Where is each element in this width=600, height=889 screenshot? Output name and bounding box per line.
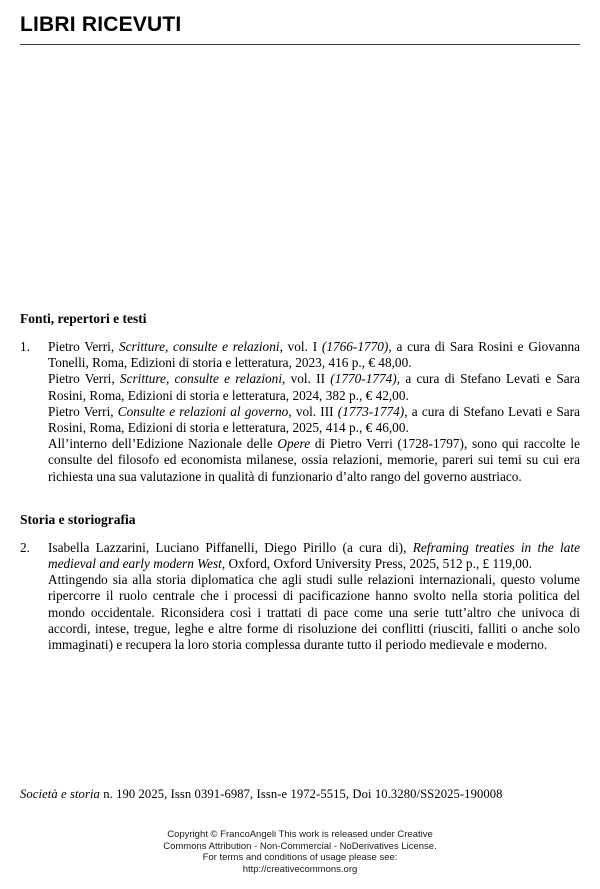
reference-title: Scritture, consulte e relazioni	[119, 371, 283, 387]
abstract-text-pre: All’interno dell’Edizione Nazionale delle	[48, 436, 278, 452]
reference-volume: vol. III	[291, 403, 338, 419]
section-fonti-repertori-e-testi	[20, 310, 580, 485]
abstract-text-post: di Pietro Verri (1728-1797), sono qui raccolte le consulte del filosofo ed economista milanese, ossia relazioni, memorie, pareri sui temi su cui era richiesta una sua valutazione in qualità di funzionario d’alto rango del governo austriaco.	[48, 436, 580, 484]
reference-date-range: (1773-1774)	[337, 403, 405, 419]
page-header	[20, 12, 580, 45]
page-title: LIBRI RICEVUTI	[20, 13, 182, 36]
list-item-number: 2.	[20, 539, 30, 555]
reference-volume: , vol. II	[282, 371, 331, 387]
journal-issue-doi: n. 190 2025, Issn 0391-6987, Issn-e 1972-5515, Doi 10.3280/SS2025-190008	[99, 787, 503, 801]
reference-date-range: (1766-1770)	[321, 339, 389, 354]
bibliographic-references	[48, 339, 580, 436]
reference-imprint: , a cura di Stefano Levati e Sara Rosini, Roma, Edizioni di storia e letteratura, 2024, 382 p., € 42,00.	[48, 371, 581, 403]
bibliographic-references	[48, 540, 580, 572]
copyright-line-1: Copyright © FrancoAngeli This work is released under Creative	[167, 829, 433, 840]
list-item	[20, 339, 580, 485]
reference-entry	[48, 339, 580, 371]
reference-author: Pietro Verri,	[48, 371, 120, 387]
reference-entry	[48, 540, 580, 572]
reference-entry	[48, 371, 580, 403]
entry-abstract	[48, 436, 580, 485]
reference-author: Isabella Lazzarini, Luciano Piffanelli, Diego Pirillo (a cura di),	[48, 539, 413, 555]
journal-citation-line	[20, 786, 580, 802]
reference-author: Pietro Verri,	[48, 339, 119, 354]
reference-imprint: , a cura di Sara Rosini e Giovanna Tonelli, Roma, Edizioni di storia e letteratura, 2023, 416 p., € 48,00.	[48, 339, 581, 371]
reference-entry	[48, 404, 580, 436]
creative-commons-url: http://creativecommons.org	[242, 863, 358, 875]
reference-date-range: (1770-1774)	[330, 371, 397, 387]
list-item-body	[48, 339, 580, 485]
list-item	[20, 540, 580, 653]
copyright-notice	[0, 829, 600, 875]
section-storia-e-storiografia	[20, 511, 580, 653]
reference-volume: , vol. I	[279, 339, 322, 354]
abstract-italic-term: Opere	[277, 436, 311, 452]
copyright-line-2: Commons Attribution - Non-Commercial - NoDerivatives License.	[163, 840, 437, 852]
section-heading: Fonti, repertori e testi	[20, 311, 147, 326]
reference-title: Scritture, consulte e relazioni	[118, 339, 280, 354]
copyright-line-3: For terms and conditions of usage please see:	[202, 852, 398, 864]
list-item-number: 1.	[20, 339, 30, 354]
abstract-text-post: Attingendo sia alla storia diplomatica che agli studi sulle relazioni internazionali, questo volume ripercorre il ruolo centrale che i processi di pacificazione hanno svolto nella storia politica del mondo occidentale. Riconsidera così i trattati di pace come una serie tutt’altro che univoca di accordi, intese, tregue, leghe e altre forme di risoluzione dei conflitti (riusciti, falliti o anche solo immaginati) e recupera la loro storia complessa durante tutto il periodo medievale e moderno.	[48, 572, 580, 653]
entry-abstract	[48, 572, 580, 653]
journal-title: Società e storia	[20, 787, 100, 801]
section-heading: Storia e storiografia	[20, 511, 136, 527]
document-content	[20, 310, 580, 653]
reference-imprint: , a cura di Stefano Levati e Sara Rosini, Roma, Edizioni di storia e letteratura, 2025, 414 p., € 46,00.	[48, 403, 580, 436]
reference-title: Reframing treaties in the late medieval and early modern West	[48, 539, 580, 572]
title-divider	[20, 44, 580, 45]
list-item-body	[48, 540, 580, 653]
reference-imprint: , Oxford, Oxford University Press, 2025, 512 p., £ 119,00.	[221, 556, 532, 572]
reference-title: Consulte e relazioni al governo,	[117, 403, 292, 419]
reference-author: Pietro Verri,	[48, 403, 118, 419]
